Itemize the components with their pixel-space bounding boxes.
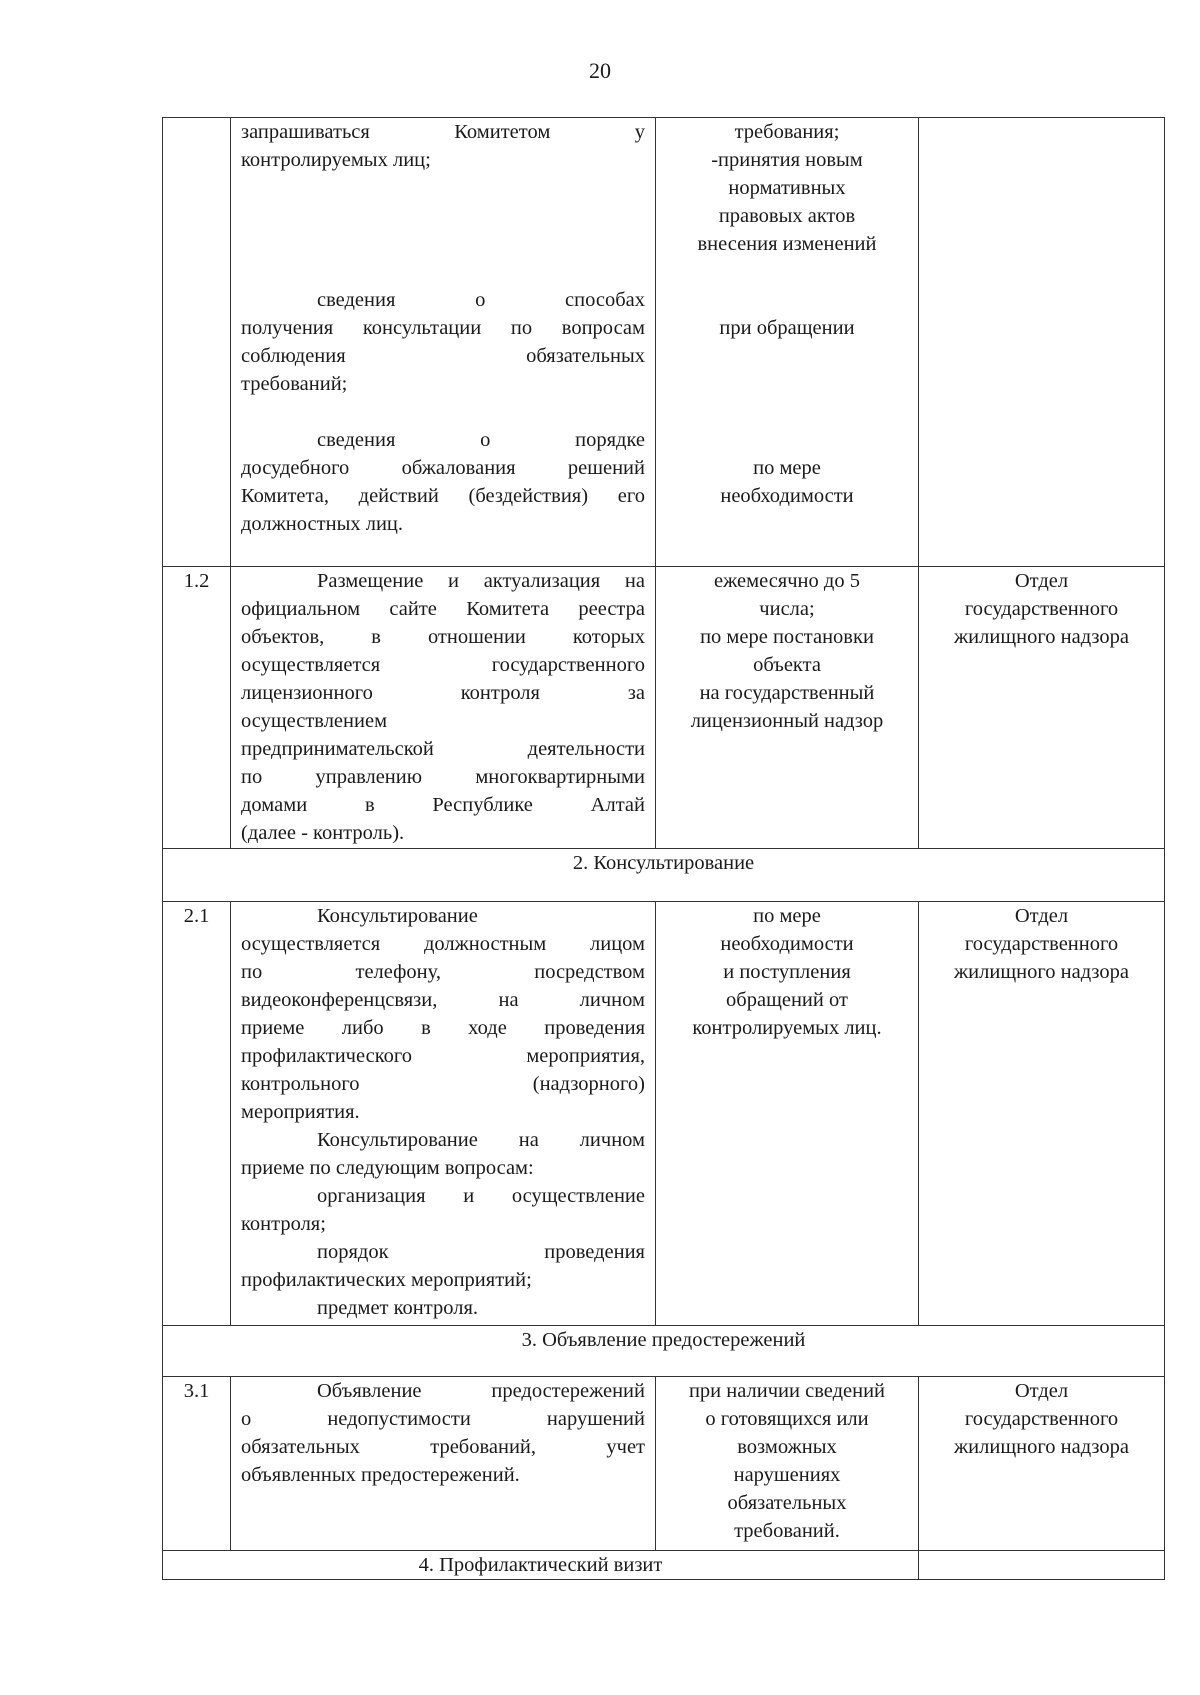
desc-line: Консультирование [317,905,478,927]
responsible-cell [919,902,1165,1326]
period-cell [656,567,919,849]
period-cell [656,118,919,567]
responsible-cell [919,118,1165,567]
desc-line: официальном сайте Комитета реестра [241,598,645,620]
desc-line: запрашиваться Комитетом у [241,121,645,143]
desc-line: по управлению многоквартирными [241,766,645,788]
table-row-3-1 [163,1377,1165,1551]
desc-line: осуществляется государственного [241,654,645,676]
period-text-a: требования; -принятия новым нормативных правовых актов внесения изменений [697,121,877,255]
section-heading: 4. Профилактический визит [163,1551,919,1580]
desc-line: порядок проведения [317,1241,645,1263]
row-number: 2.1 [163,902,231,1326]
responsible-text: Отдел государственного жилищного надзора [954,570,1129,648]
desc-line: (далее - контроль). [241,822,405,844]
desc-line: предмет контроля. [317,1297,478,1319]
desc-line: организация и осуществление [317,1185,645,1207]
section-heading-row [163,1551,1165,1580]
row-number: 3.1 [163,1377,231,1551]
desc-line: соблюдения обязательных [241,345,645,367]
page-number: 20 [589,58,611,83]
desc-line: осуществляется должностным лицом [241,933,645,955]
row-number: 1.2 [163,567,231,849]
period-cell [656,1377,919,1551]
period-text-c: по мере необходимости [720,457,854,507]
desc-line: сведения о порядке [317,429,645,451]
responsible-text: Отдел государственного жилищного надзора [954,905,1129,983]
responsible-cell [919,1377,1165,1551]
desc-line: о недопустимости нарушений [241,1408,645,1430]
desc-line: осуществлением [241,710,388,732]
description-cell [231,118,656,567]
desc-line: домами в Республике Алтай [241,794,645,816]
section-heading: 3. Объявление предостережений [163,1326,1165,1377]
period-text: по мере необходимости и поступления обращений от контролируемых лиц. [692,905,882,1039]
desc-line: профилактического мероприятия, [241,1045,645,1067]
section-heading-row [163,1326,1165,1377]
desc-line: контроля; [241,1213,326,1235]
desc-block-c [241,426,645,538]
table-row-1-2 [163,567,1165,849]
description-cell [231,902,656,1326]
section-heading-row [163,849,1165,902]
desc-line: получения консультации по вопросам [241,317,645,339]
desc-line: Размещение и актуализация на [317,570,645,592]
desc-line: предпринимательской деятельности [241,738,645,760]
desc-line: объектов, в отношении которых [241,626,645,648]
table-row-2-1 [163,902,1165,1326]
period-cell [656,902,919,1326]
desc-line: объявленных предостережений. [241,1464,520,1486]
desc-line: лицензионного контроля за [241,682,645,704]
desc-line: приеме по следующим вопросам: [241,1157,534,1179]
desc-line: Объявление предостережений [317,1380,645,1402]
responsible-cell [919,567,1165,849]
responsible-text: Отдел государственного жилищного надзора [954,1380,1129,1458]
desc-line: должностных лиц. [241,513,404,535]
desc-line: контрольного (надзорного) [241,1073,645,1095]
description-cell [231,567,656,849]
desc-line: сведения о способах [317,289,645,311]
desc-line: обязательных требований, учет [241,1436,645,1458]
table-row-continuation [163,118,1165,567]
row-number-cell [163,118,231,567]
description-cell [231,1377,656,1551]
period-text: ежемесячно до 5 числа; по мере постановки объекта на государственный лицензионный надзор [690,570,884,732]
section-heading: 2. Консультирование [163,849,1165,902]
desc-line: видеоконференцсвязи, на личном [241,989,645,1011]
period-text: при наличии сведений о готовящихся или возможных нарушениях обязательных требований. [688,1380,886,1542]
period-text-b: при обращении [719,317,855,339]
desc-line: Комитета, действий (бездействия) его [241,485,645,507]
desc-line: досудебного обжалования решений [241,457,645,479]
desc-line: приеме либо в ходе проведения [241,1017,645,1039]
desc-line: требований; [241,373,348,395]
desc-line: Консультирование на личном [317,1129,645,1151]
prevention-plan-table [162,117,1165,1580]
desc-line: по телефону, посредством [241,961,645,983]
desc-block-b [241,286,645,398]
desc-line: контролируемых лиц; [241,149,431,171]
empty-cell [919,1551,1165,1580]
desc-block-a [241,118,645,174]
desc-line: мероприятия. [241,1101,360,1123]
desc-line: профилактических мероприятий; [241,1269,532,1291]
